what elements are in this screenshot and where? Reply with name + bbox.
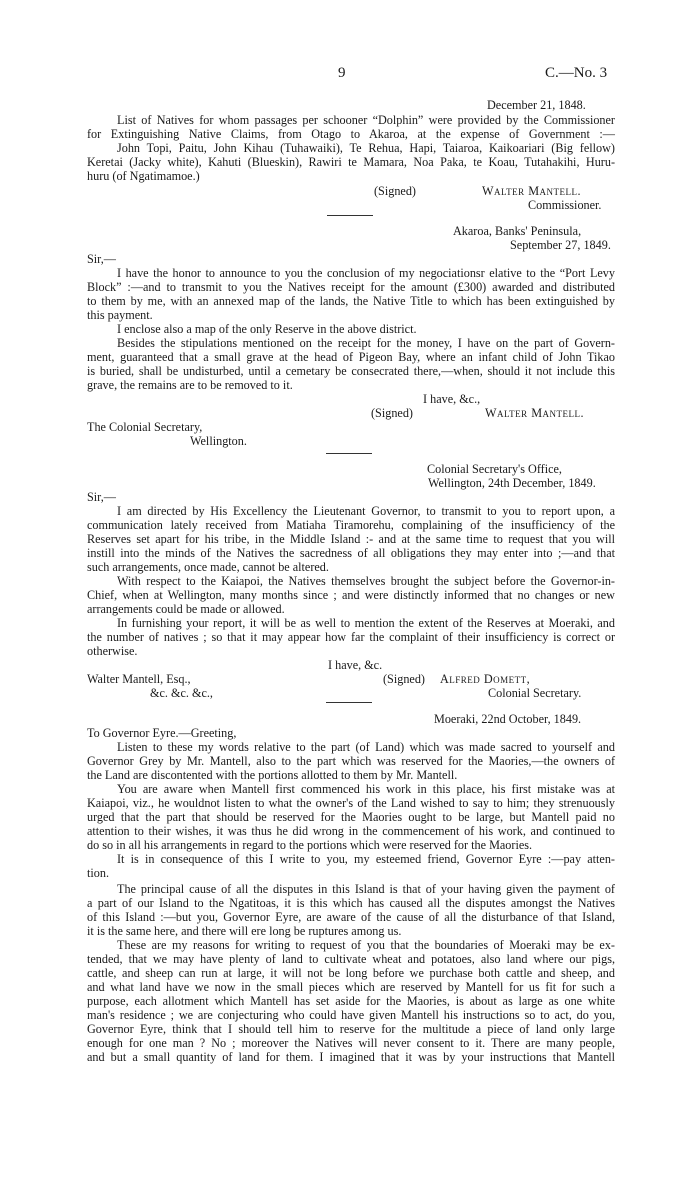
letter2-closing: I have, &c., bbox=[423, 392, 481, 406]
letter3-body-line: arrangements could be made or allowed. bbox=[87, 602, 285, 616]
letter4-body-line: purpose, each allotment which Mantell has set aside for the Maories, is about as large as one white bbox=[87, 994, 615, 1008]
document-reference: C.—No. 3 bbox=[545, 65, 608, 81]
page-number: 9 bbox=[338, 65, 346, 81]
letter1-title: Commissioner. bbox=[528, 198, 602, 212]
letter2-body-line: I have the honor to announce to you the conclusion of my negociationsr elative to the “Port Levy bbox=[117, 266, 615, 280]
letter3-body-line: otherwise. bbox=[87, 644, 138, 658]
letter3-closing: I have, &c. bbox=[328, 658, 383, 672]
letter4-body-line: You are aware when Mantell first commenced his work in this place, his first mistake was at bbox=[117, 782, 615, 796]
letter2-body-line: grave, the remains are to be removed to it. bbox=[87, 378, 293, 392]
letter4-body-line: tion. bbox=[87, 866, 110, 880]
letter4-body-line: and but a small quantity of land for them. I imagined that it was by your instructions that Mantell bbox=[87, 1050, 615, 1064]
letter4-body-line: Listen to these my words relative to the part (of Land) which was made sacred to yourself and bbox=[117, 740, 615, 754]
letter2-signed: (Signed) bbox=[371, 406, 413, 420]
letter4-body-line: Governor Eyre, think that I should tell him to reserve for the multitude a piece of land only large bbox=[87, 1022, 615, 1036]
letter2-body-line: I enclose also a map of the only Reserve in the above district. bbox=[117, 322, 417, 336]
letter1-body-line: Keretai (Jacky white), Kahuti (Blueskin), Rawiri te Mamara, Noa Paka, te Koau, Tutahakihi, Huru- bbox=[87, 155, 615, 169]
letter3-recipient-etc: &c. &c. &c., bbox=[150, 686, 213, 700]
letter1-body-line: List of Natives for whom passages per schooner “Dolphin” were provided by the Commissioner bbox=[117, 113, 615, 127]
letter4-body-line: it is the same here, and there will ere long be ruptures among us. bbox=[87, 924, 402, 938]
letter2-addressee: The Colonial Secretary, bbox=[87, 420, 203, 434]
divider bbox=[326, 453, 372, 454]
letter4-body-line: Governor Grey by Mr. Mantell, also to the part which was reserved for the Maories,—the owners of bbox=[87, 754, 615, 768]
letter1-body-line: John Topi, Paitu, John Kihau (Tuhawaiki), Te Rehua, Hapi, Taiaroa, Kaikoariari (Big fellow) bbox=[117, 141, 615, 155]
letter1-signatory: Walter Mantell. bbox=[482, 184, 582, 198]
letter3-body-line: With respect to the Kaiapoi, the Natives themselves brought the subject before the Governor-in- bbox=[117, 574, 615, 588]
letter4-body-line: and what land have we now in the small pieces which are reserved by Mantell for us fit for such a bbox=[87, 980, 615, 994]
letter3-recipient: Walter Mantell, Esq., bbox=[87, 672, 191, 686]
letter3-body-line: Chief, when at Wellington, many months since ; and were distinctly informed that no changes or new bbox=[87, 588, 615, 602]
letter3-place: Colonial Secretary's Office, bbox=[427, 462, 562, 476]
letter1-body-line: huru (of Ngatimamoe.) bbox=[87, 169, 200, 183]
letter4-body-line: attention to their wishes, it was thus he did wrong in the commencement of his work, and continued to bbox=[87, 824, 615, 838]
letter3-body-line: Reserves set apart for his tribe, in the Middle Island :- and at the same time to request that you will bbox=[87, 532, 615, 546]
letter4-body-line: the Land are discontented with the portions allotted to them by Mr. Mantell. bbox=[87, 768, 458, 782]
letter4-body-line: Kaiapoi, viz., he wouldnot listen to what the owner's of the Land wished to say to him; they strenuously bbox=[87, 796, 615, 810]
letter4-body-line: do so in all his arrangements in regard to the portions which were reserved for the Maories. bbox=[87, 838, 533, 852]
letter3-body-line: instill into the minds of the Natives the sacredness of all obligations they may enter into ;—and that bbox=[87, 546, 615, 560]
letter2-body-line: this payment. bbox=[87, 308, 153, 322]
letter2-date: September 27, 1849. bbox=[510, 238, 611, 252]
letter1-signed: (Signed) bbox=[374, 184, 416, 198]
letter1-body-line: for Extinguishing Native Claims, from Otago to Akaroa, at the expense of Government :— bbox=[87, 127, 615, 141]
letter4-body-line: It is in consequence of this I write to you, my esteemed friend, Governor Eyre :—pay atten- bbox=[117, 852, 615, 866]
letter2-salutation: Sir,— bbox=[87, 252, 116, 266]
letter4-body-line: of this Island :—but you, Governor Eyre, are aware of the cause of all the disturbance of that Island, bbox=[87, 910, 615, 924]
letter3-body-line: I am directed by His Excellency the Lieutenant Governor, to transmit to you to report upon, a bbox=[117, 504, 615, 518]
divider bbox=[326, 702, 372, 703]
letter2-body-line: ment, guaranteed that a small grave at the head of Pigeon Bay, where an infant child of John Tikao bbox=[87, 350, 615, 364]
letter4-body-line: cattle, and sheep can run at large, it will not be long before we purchase both cattle and sheep, and bbox=[87, 966, 615, 980]
letter3-salutation: Sir,— bbox=[87, 490, 116, 504]
letter3-body-line: such arrangements, once made, cannot be altered. bbox=[87, 560, 329, 574]
letter4-greeting: To Governor Eyre.—Greeting, bbox=[87, 726, 237, 740]
letter2-signatory: Walter Mantell. bbox=[485, 406, 585, 420]
letter3-signatory: Alfred Domett, bbox=[440, 672, 531, 686]
letter2-body-line: to them by me, with an annexed map of the lands, the Native Title to which has been extinguished by bbox=[87, 294, 615, 308]
letter4-body-line: The principal cause of all the disputes in this Island is that of your having given the payment of bbox=[117, 882, 615, 896]
letter3-date: Wellington, 24th December, 1849. bbox=[428, 476, 596, 490]
letter3-body-line: communication lately received from Matiaha Tiramorehu, complaining of the insufficiency of the bbox=[87, 518, 615, 532]
letter4-body-line: man's residence ; we are conjecturing who could have given Mantell his instructions so to act, do you, bbox=[87, 1008, 615, 1022]
letter2-body-line: Besides the stipulations mentioned on the receipt for the money, I have on the part of Govern- bbox=[117, 336, 615, 350]
letter2-place: Akaroa, Banks' Peninsula, bbox=[453, 224, 582, 238]
letter3-body-line: In furnishing your report, it will be as well to mention the extent of the Reserves at Moeraki, and bbox=[117, 616, 615, 630]
letter2-body-line: Block” :—and to transmit to you the Natives receipt for the amount (£300) awarded and distributed bbox=[87, 280, 615, 294]
letter4-body-line: tended, that we may have plenty of land to cultivate wheat and potatoes, also land where our pigs, bbox=[87, 952, 615, 966]
letter1-date: December 21, 1848. bbox=[487, 98, 586, 112]
letter4-date: Moeraki, 22nd October, 1849. bbox=[434, 712, 582, 726]
letter2-body-line: is buried, shall be undisturbed, until a cemetary be consecrated there,—when, should it not include this bbox=[87, 364, 615, 378]
divider bbox=[327, 215, 373, 216]
letter4-body-line: These are my reasons for writing to request of you that the boundaries of Moeraki may be ex- bbox=[117, 938, 615, 952]
letter4-body-line: a part of our Island to the Ngatitoas, it is this which has caused all the disputes amongst the Natives bbox=[87, 896, 615, 910]
letter4-body-line: urged that the part that should be reserved for the Maories ought to be large, but Mantell paid no bbox=[87, 810, 615, 824]
letter3-body-line: the number of natives ; so that it may appear how far the complaint of their insufficiency is correct or bbox=[87, 630, 615, 644]
letter3-signed: (Signed) bbox=[383, 672, 425, 686]
letter3-title: Colonial Secretary. bbox=[488, 686, 582, 700]
letter2-addressee-place: Wellington. bbox=[190, 434, 247, 448]
letter4-body-line: enough for one man ? No ; moreover the Natives will never consent to it. There are many people, bbox=[87, 1036, 615, 1050]
